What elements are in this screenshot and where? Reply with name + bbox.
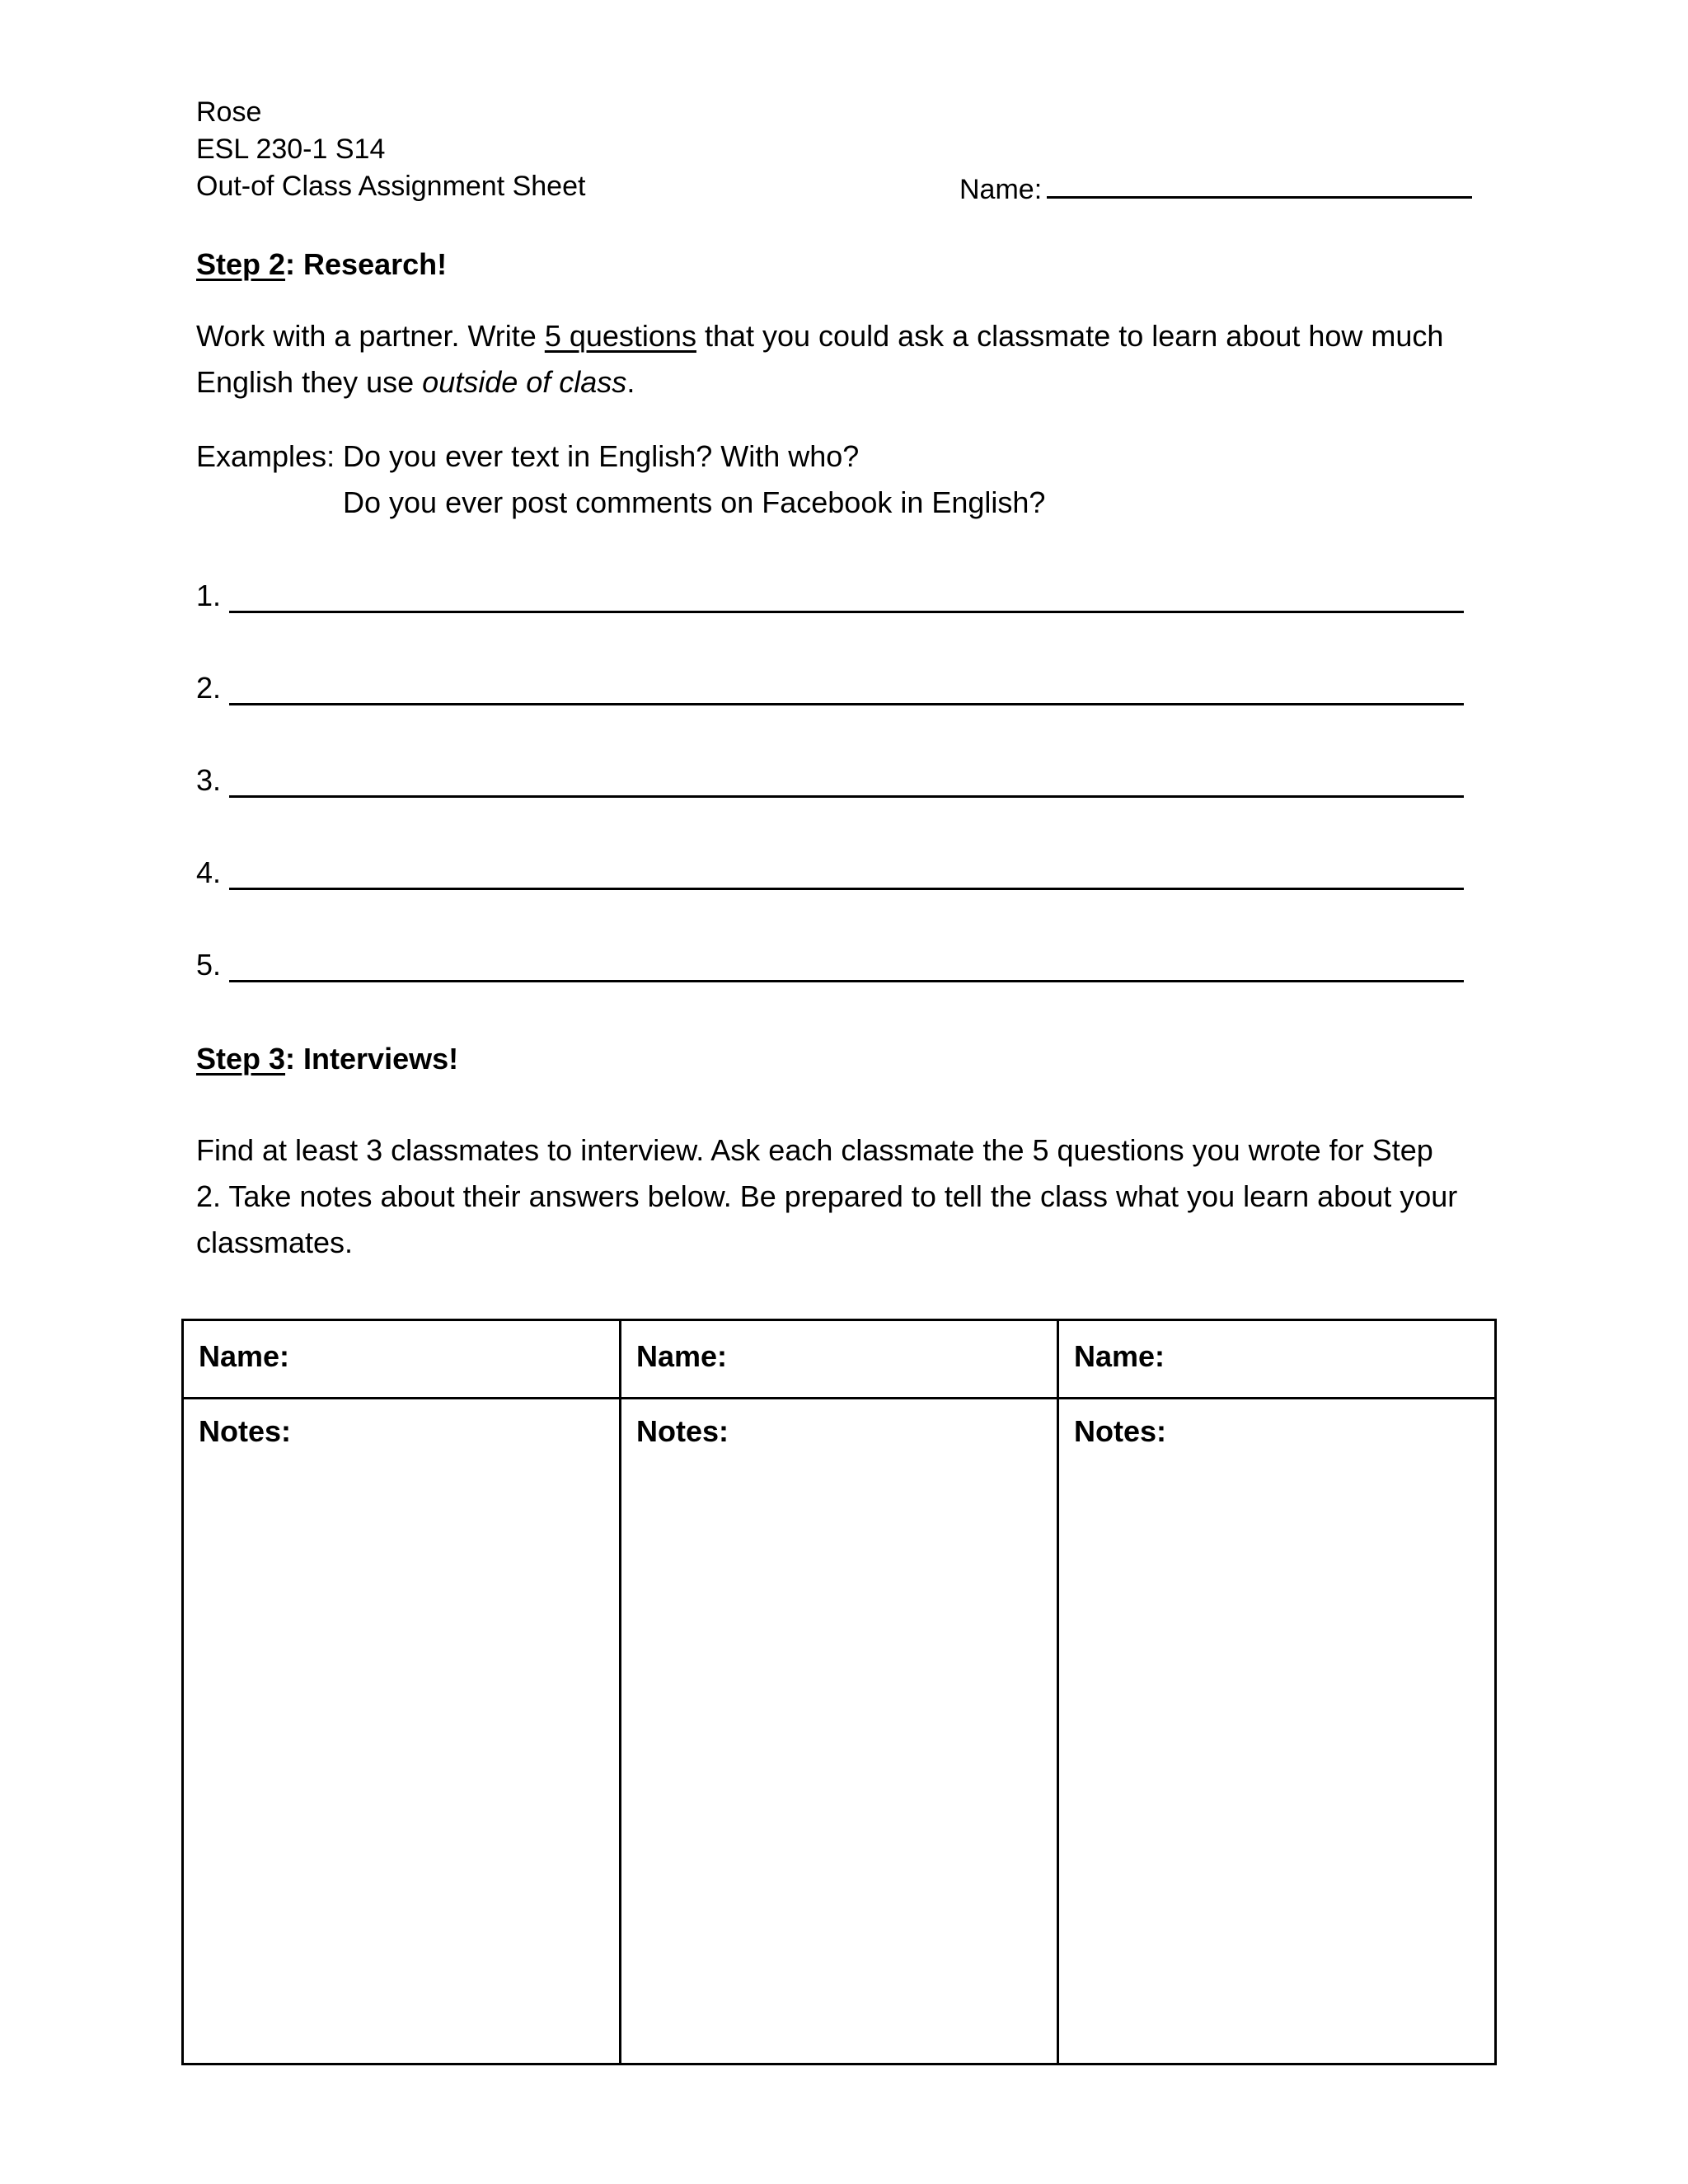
- step2-heading: [196, 247, 447, 282]
- name-label: Name:: [1074, 1339, 1165, 1373]
- step2-title: : Research!: [285, 247, 448, 281]
- question-2-field[interactable]: [196, 664, 1464, 705]
- question-5-blank[interactable]: [229, 980, 1464, 982]
- question-number: 3.: [196, 763, 222, 797]
- classmate-3-notes-cell[interactable]: [1058, 1399, 1496, 2064]
- student-name-label: Name:: [959, 174, 1043, 205]
- name-label: Name:: [199, 1339, 290, 1373]
- step2-instructions-underlined: 5 questions: [544, 319, 696, 353]
- step3-title: : Interviews!: [285, 1042, 459, 1076]
- classmate-2-name-cell[interactable]: [621, 1320, 1058, 1399]
- step2-instructions-part2: that you could ask a classmate to learn about how much English they use: [196, 319, 1444, 399]
- question-5-field[interactable]: [196, 941, 1464, 982]
- question-number: 1.: [196, 579, 222, 612]
- classmate-2-notes-cell[interactable]: [621, 1399, 1058, 2064]
- step2-label: Step 2: [196, 247, 286, 281]
- step3-instructions: Find at least 3 classmates to interview. Ask each classmate the 5 questions you wrote for Step 2. Take notes about their answers below. Be prepared to tell the class what you learn about your classmates.: [196, 1133, 1458, 1259]
- interview-notes-table: [181, 1319, 1497, 2065]
- table-header-row: [183, 1320, 1496, 1399]
- example-1: Do you ever text in English? With who?: [343, 439, 860, 473]
- sheet-title: Out-of Class Assignment Sheet: [196, 171, 586, 202]
- examples-label: Examples:: [196, 439, 335, 473]
- question-number: 5.: [196, 948, 222, 982]
- step2-instructions-part1: Work with a partner. Write: [196, 319, 545, 353]
- classmate-1-notes-cell[interactable]: [183, 1399, 621, 2064]
- student-name-blank[interactable]: [1047, 168, 1472, 199]
- question-4-field[interactable]: [196, 849, 1464, 890]
- question-3-field[interactable]: [196, 757, 1464, 798]
- question-3-blank[interactable]: [229, 795, 1464, 798]
- question-number: 4.: [196, 855, 222, 889]
- student-name-field[interactable]: [959, 168, 1472, 209]
- notes-label: Notes:: [1074, 1414, 1167, 1448]
- question-number: 2.: [196, 671, 222, 705]
- step2-instructions-italic: outside of class: [422, 365, 627, 399]
- question-1-blank[interactable]: [229, 611, 1464, 613]
- example-2: Do you ever post comments on Facebook in English?: [343, 485, 1046, 519]
- course-code: ESL 230-1 S14: [196, 134, 386, 165]
- classmate-1-name-cell[interactable]: [183, 1320, 621, 1399]
- step2-instructions: [196, 313, 1449, 405]
- step2-instructions-part3: .: [626, 365, 635, 399]
- question-2-blank[interactable]: [229, 703, 1464, 705]
- notes-label: Notes:: [199, 1414, 292, 1448]
- classmate-3-name-cell[interactable]: [1058, 1320, 1496, 1399]
- notes-label: Notes:: [636, 1414, 729, 1448]
- table-notes-row: [183, 1399, 1496, 2064]
- step3-label: Step 3: [196, 1042, 286, 1076]
- teacher-name: Rose: [196, 96, 262, 128]
- question-4-blank[interactable]: [229, 888, 1464, 890]
- step3-heading: [196, 1042, 458, 1076]
- question-1-field[interactable]: [196, 572, 1464, 613]
- name-label: Name:: [636, 1339, 728, 1373]
